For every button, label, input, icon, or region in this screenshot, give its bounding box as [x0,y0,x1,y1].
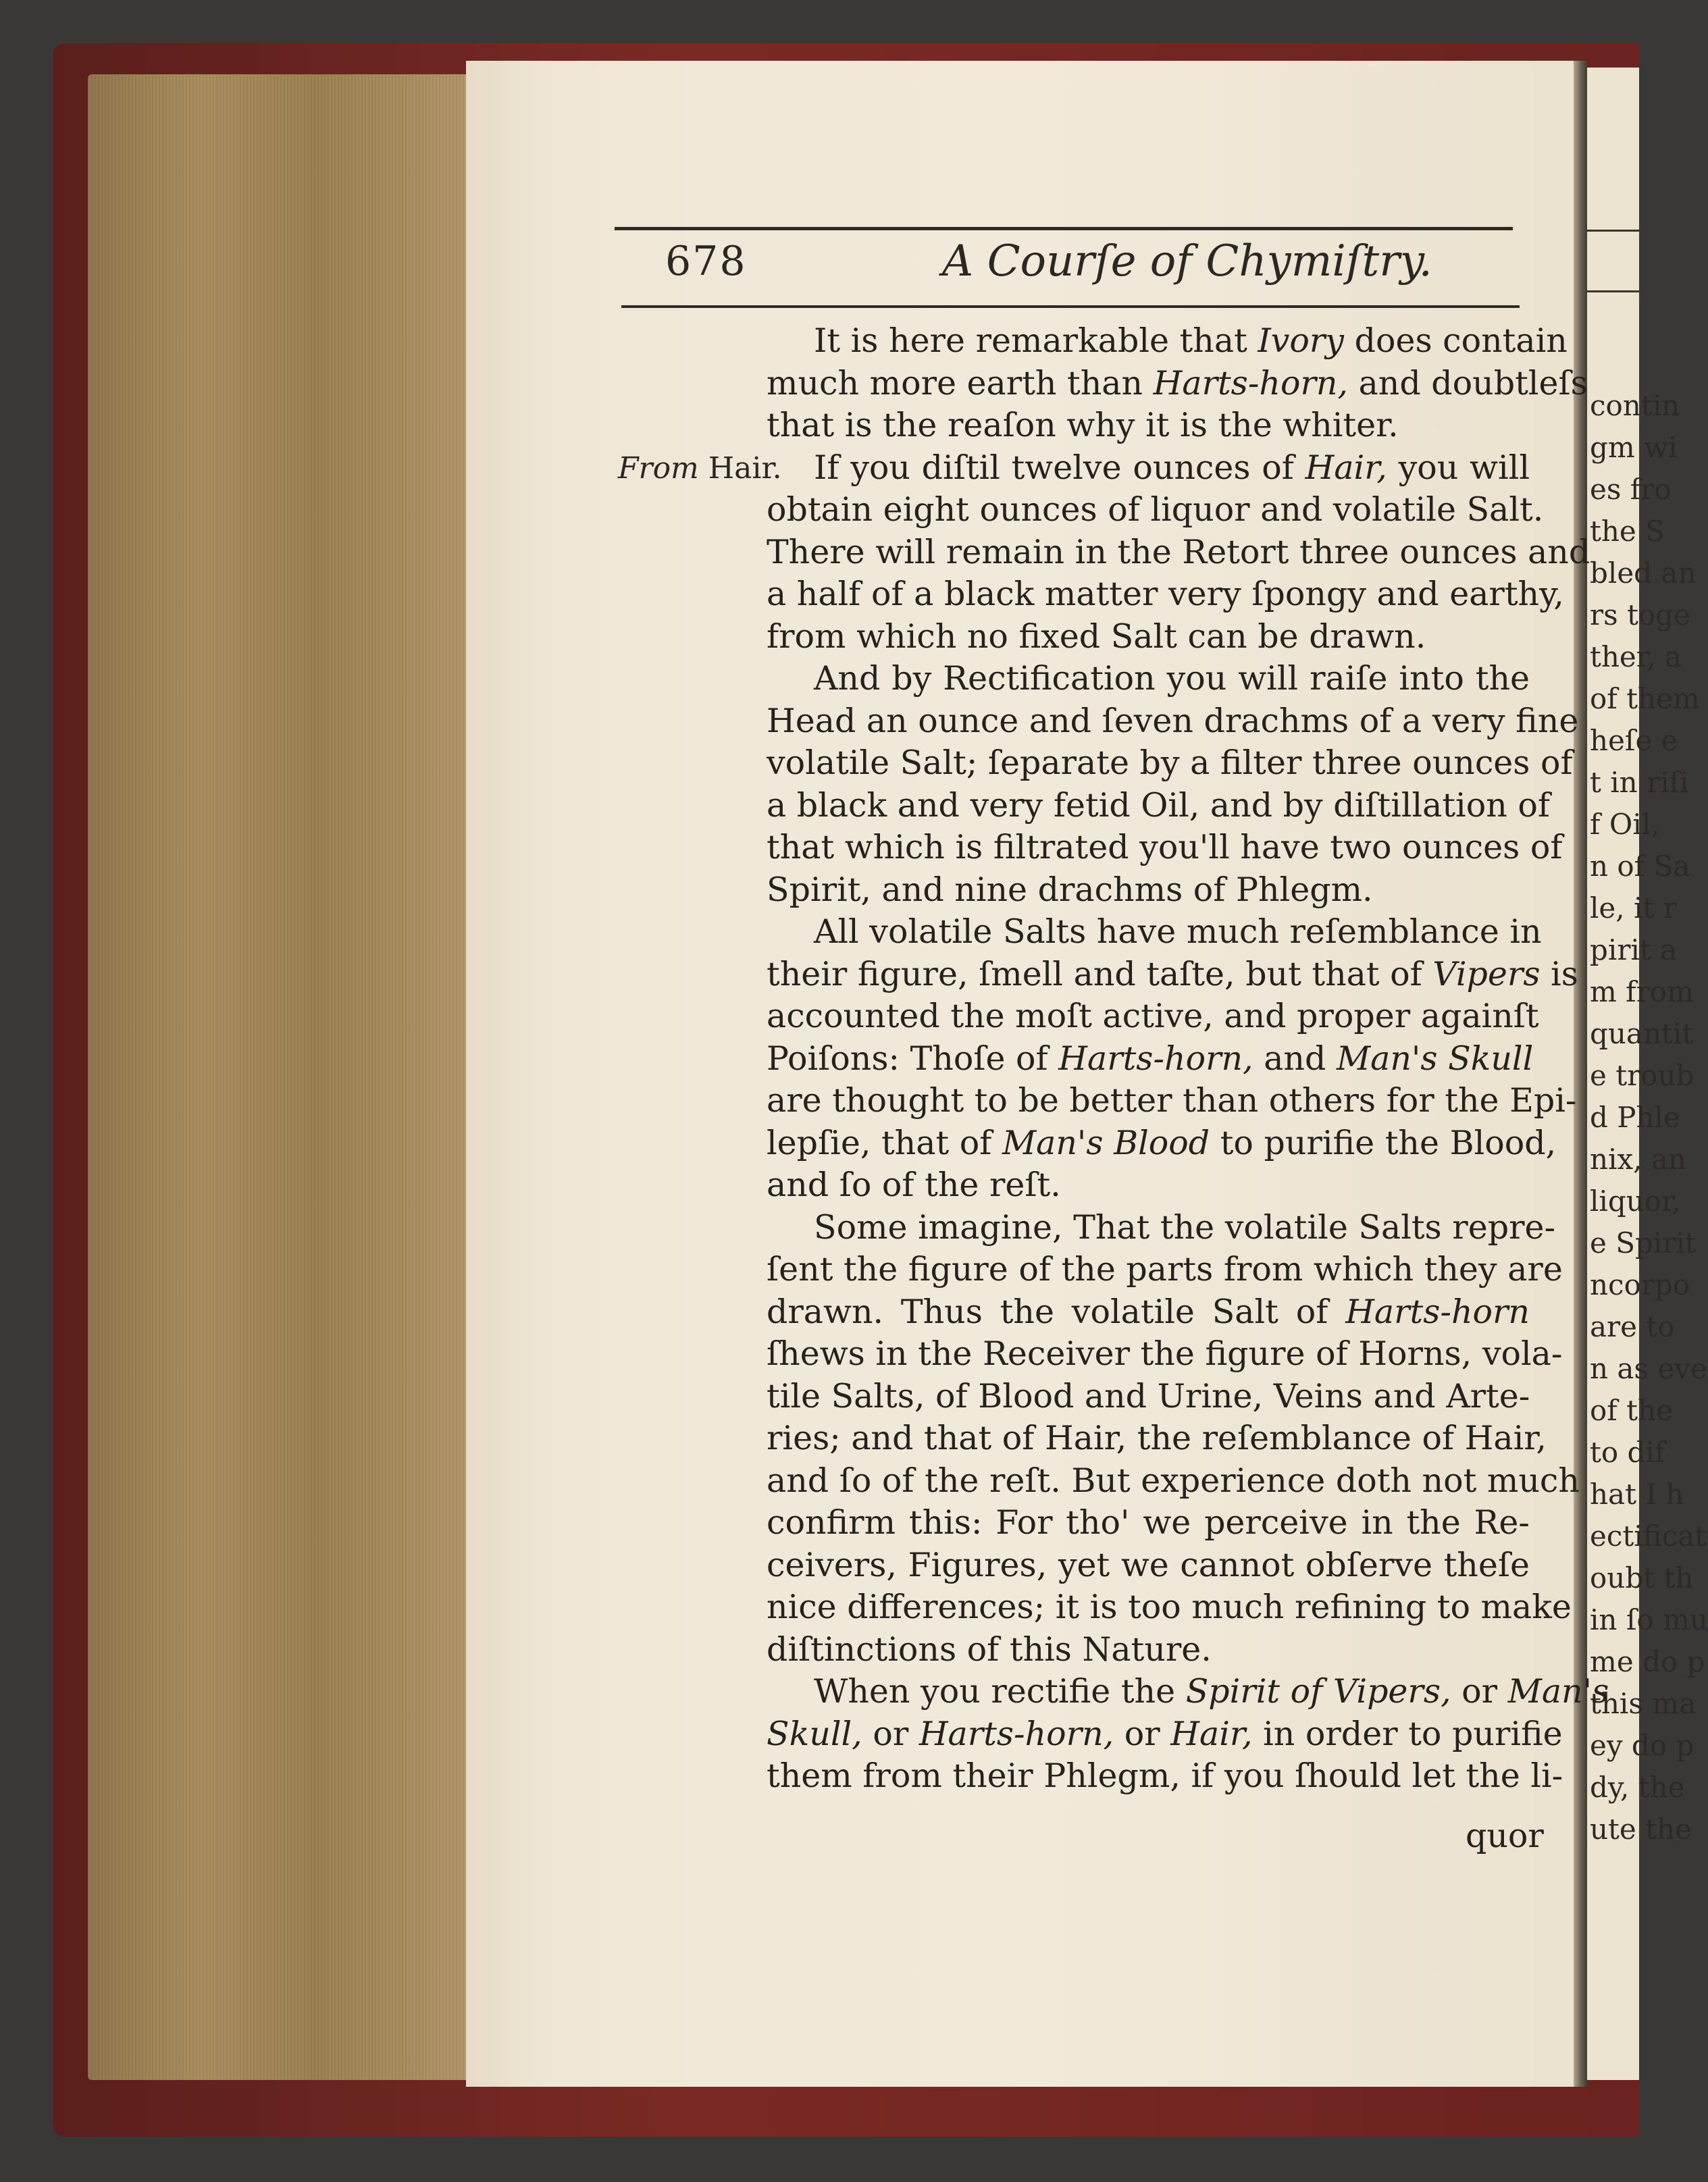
text-run: nice differences; it is too much refining to make [767,1588,1572,1626]
facing-page-fragment: bled an [1590,556,1697,590]
facing-page-fragment: quantit [1590,1017,1694,1050]
text-line [767,1333,1563,1376]
text-run: to purifie the Blood, [1210,1123,1557,1162]
facing-page-fragment: oubt th [1590,1561,1694,1594]
text-run: and doubtleſs [1348,363,1588,402]
text-line [767,911,1542,954]
running-head: A Courſe of Chymiſtry. [942,236,1432,286]
text-line [767,1122,1557,1165]
facing-page-rule [1587,290,1639,292]
margin-note-roman: Hair. [698,451,782,486]
text-line [767,320,1568,363]
text-run: Head an ounce and ſeven drachms of a very fine [767,701,1579,740]
catchword: quor [1466,1817,1544,1855]
italic-run: Ivory [1258,321,1344,360]
text-line [767,658,1530,700]
text-run: Poiſons: Thoſe of [767,1039,1059,1078]
text-line [767,1586,1572,1629]
page-number: 678 [665,238,747,285]
italic-run: Man's Skull [1336,1039,1534,1078]
facing-page-fragment: gm wi [1590,431,1678,464]
facing-page-fragment: hat I h [1590,1478,1684,1511]
facing-page-fragment: the S [1590,515,1665,548]
text-run: or [1451,1672,1508,1711]
text-line [767,1671,1609,1713]
facing-page-fragment: pirit a [1590,933,1678,966]
text-line [767,573,1564,616]
facing-page-fragment: dy, the [1590,1771,1685,1804]
text-line [767,1629,1530,1671]
facing-page-fragment: ey do p [1590,1729,1694,1762]
italic-run: Hair, [1305,448,1387,487]
facing-page-text [1587,385,1708,1850]
text-run: them from their Phlegm, if you ſhould let the li- [767,1757,1563,1795]
facing-page-fragment: ther, a [1590,640,1682,673]
facing-page-fragment: contin [1590,389,1680,422]
text-run: or [1114,1714,1171,1753]
text-line [767,1038,1534,1081]
text-line [767,1080,1577,1122]
text-line [767,363,1588,405]
text-line [767,447,1530,490]
text-run: There will remain in the Retort three ounces and [767,532,1590,571]
facing-page-fragment: le, it r [1590,891,1677,925]
italic-run: Harts-horn, [918,1714,1114,1753]
facing-page-fragment: d Phle [1590,1101,1680,1134]
facing-page-fragment: to dif [1590,1436,1665,1469]
facing-page-fragment: t in riſi [1590,766,1689,799]
text-line [767,1291,1530,1334]
text-line [767,1502,1530,1544]
text-line [767,1249,1563,1291]
text-run: It is here remarkable that [814,321,1258,360]
facing-page-fragment: liquor, [1590,1185,1681,1218]
margin-note-italic: From [618,451,699,486]
text-run: much more earth than [767,363,1154,402]
text-run: And by Rectification you will raiſe into the [814,659,1530,698]
text-run: obtain eight ounces of liquor and volatile Salt. [767,490,1544,529]
text-line [767,827,1563,869]
text-line [767,1207,1556,1249]
text-line [767,405,1530,447]
text-line [767,1418,1547,1460]
header-rule-top [615,227,1513,230]
text-run: that which is filtrated you'll have two ounces of [767,828,1563,866]
text-line [767,1713,1563,1756]
facing-page-fragment: f Oil, [1590,808,1660,841]
facing-page-fragment: n of Sa [1590,850,1690,883]
text-run: that is the reaſon why it is the whiter. [767,406,1399,444]
text-run: does contain [1344,321,1568,360]
text-run: tile Salts, of Blood and Urine, Veins and Arte- [767,1376,1530,1415]
facing-page-fragment: n as eve [1590,1352,1707,1385]
facing-page-fragment: m from [1590,975,1694,1008]
text-run: ſhews in the Receiver the figure of Horns, vola- [767,1334,1563,1373]
text-line [767,489,1544,531]
text-run: a black and very fetid Oil, and by diſtillation of [767,785,1550,825]
text-run: If you diſtil twelve ounces of [814,448,1305,487]
text-line [767,531,1590,574]
text-line [767,742,1573,785]
text-run: or [862,1714,919,1753]
text-line [767,869,1530,912]
facing-page-fragment: in ſo mu [1590,1603,1708,1636]
italic-run: Hair, [1170,1714,1253,1753]
text-run: confirm this: For tho' we perceive in the Re- [767,1503,1530,1542]
text-run: from which no fixed Salt can be drawn. [767,617,1426,656]
text-line [767,1376,1530,1418]
body-text [767,320,1609,1798]
facing-page-rule [1587,230,1639,232]
italic-run: Man's [1507,1672,1609,1711]
text-line [767,1460,1580,1503]
facing-page-fragment: e Spirit [1590,1226,1697,1259]
facing-page-fragment: e troub [1590,1059,1694,1092]
text-run: you will [1387,448,1530,487]
facing-page-fragment: this ma [1590,1687,1697,1720]
text-run: and [1253,1039,1337,1078]
text-run: their figure, ſmell and taſte, but that of [767,954,1433,993]
header-rule-bottom [621,305,1520,308]
facing-page-fragment: rs toge [1590,598,1690,631]
text-run: volatile Salt; ſeparate by a filter three ounces of [767,744,1573,782]
text-run: and ſo of the reſt. [767,1166,1061,1204]
facing-page-fragment: ute the [1590,1813,1692,1846]
text-line [767,700,1579,743]
text-run: All volatile Salts have much reſemblance in [814,912,1542,951]
text-line [767,1544,1530,1587]
text-run: Some imagine, That the volatile Salts repre- [814,1207,1556,1247]
text-run: When you rectifie the [814,1672,1186,1711]
facing-page-fragment: nix, an [1590,1143,1686,1176]
page-block-edge [88,74,466,2080]
italic-run: Skull, [767,1714,862,1753]
text-run: ſent the figure of the parts from which they are [767,1250,1563,1289]
text-run: accounted the moſt active, and proper againſt [767,997,1539,1035]
facing-page-fragment: are to [1590,1310,1675,1343]
text-line [767,1164,1530,1207]
text-run: ceivers, Figures, yet we cannot obſerve theſe [767,1545,1530,1584]
italic-run: Harts-horn, [1153,363,1349,402]
text-run: a half of a black matter very ſpongy and earthy, [767,575,1564,613]
text-run: is [1540,954,1578,993]
facing-page-sliver [1587,68,1708,2080]
facing-page-fragment: heſe e [1590,724,1678,757]
facing-page-fragment: ncorpo [1590,1268,1690,1301]
text-line [767,785,1550,827]
text-run: ries; and that of Hair, the reſemblance of Hair, [767,1419,1547,1457]
text-run: are thought to be better than others for the Epi- [767,1081,1577,1120]
text-run: diſtinctions of this Nature. [767,1630,1212,1669]
text-run: in order to purifie [1252,1714,1563,1753]
facing-page-fragment: me do p [1590,1645,1705,1678]
italic-run: Harts-horn [1345,1292,1530,1331]
text-line [767,995,1539,1038]
text-line [767,1755,1563,1798]
text-run: lepſie, that of [767,1123,1002,1162]
facing-page-fragment: ectificat [1590,1519,1707,1553]
italic-run: Harts-horn, [1058,1039,1253,1078]
italic-run: Spirit of Vipers, [1185,1672,1451,1711]
text-run: and ſo of the reſt. But experience doth not much [767,1461,1580,1500]
text-run: Spirit, and nine drachms of Phlegm. [767,870,1373,909]
margin-note [618,451,782,486]
text-line [767,954,1578,996]
facing-page-fragment: of them [1590,682,1700,715]
facing-page-fragment: es fro [1590,473,1672,506]
facing-page-fragment: of the [1590,1394,1673,1427]
text-line [767,616,1530,658]
italic-run: Vipers [1432,954,1541,993]
italic-run: Man's Blood [1002,1123,1210,1162]
text-run: drawn. Thus the volatile Salt of [767,1292,1346,1331]
